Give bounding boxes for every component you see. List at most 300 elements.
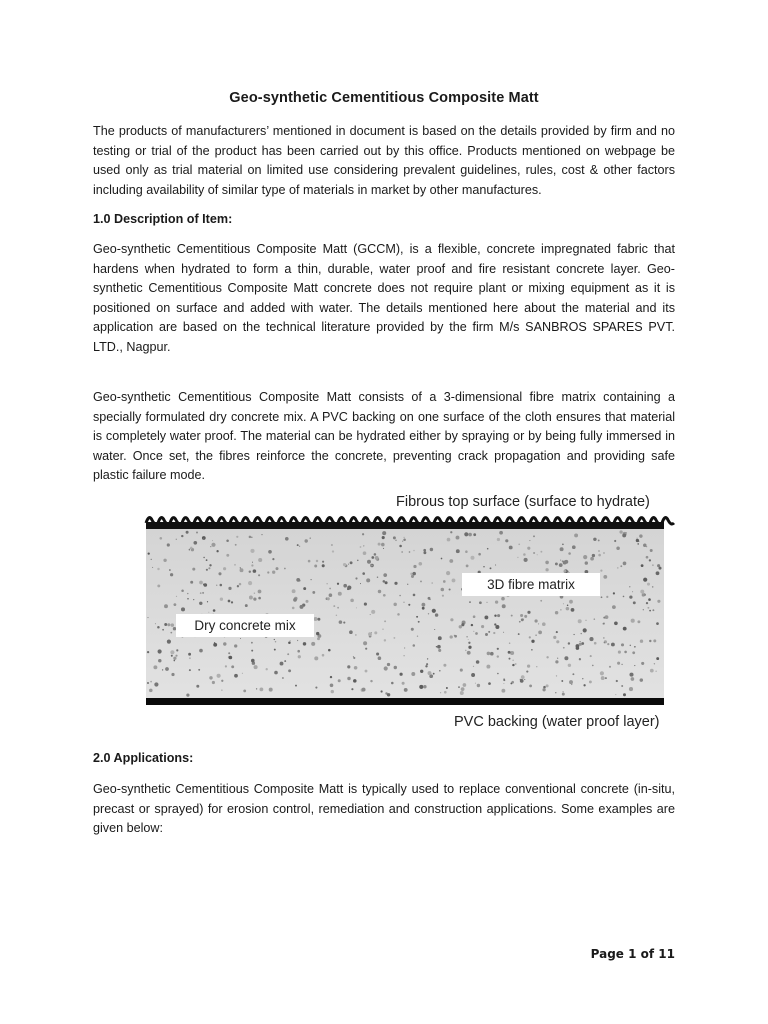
speckle <box>150 681 152 683</box>
speckle <box>371 632 372 633</box>
speckle <box>239 583 242 586</box>
speckle <box>443 580 446 583</box>
speckle <box>337 583 339 585</box>
speckle <box>353 679 357 683</box>
speckle <box>521 675 525 679</box>
speckle <box>403 539 406 542</box>
speckle <box>378 590 381 593</box>
speckle <box>589 637 593 641</box>
speckle <box>569 600 573 604</box>
speckle <box>428 671 432 675</box>
speckle <box>403 655 404 656</box>
speckle <box>485 633 488 636</box>
speckle <box>524 679 525 680</box>
speckle <box>614 621 618 625</box>
speckle <box>621 685 623 687</box>
speckle <box>510 682 512 684</box>
speckle <box>393 603 396 606</box>
speckle <box>603 575 607 579</box>
speckle <box>425 665 427 667</box>
speckle <box>603 552 605 554</box>
speckle <box>545 561 549 565</box>
disclaimer-paragraph: The products of manufacturers’ mentioned in document is based on the details provided by firm and no testing or trial of the product has been carried out by this office. Products mentioned on webpage be used only as trial material on limited use considering prevalent guidelines, rules, cost & other factors including availability of similar type of materials in market by other manufactures. <box>93 124 675 197</box>
speckle <box>249 570 251 572</box>
speckle <box>370 680 372 682</box>
speckle <box>287 653 289 655</box>
speckle <box>258 590 262 594</box>
speckle <box>171 655 173 657</box>
speckle <box>623 627 627 631</box>
speckle <box>646 546 647 547</box>
speckle <box>430 599 431 600</box>
speckle <box>607 643 609 645</box>
speckle <box>540 600 542 602</box>
speckle <box>563 647 565 649</box>
speckle <box>494 614 496 616</box>
fibre-matrix-label: 3D fibre matrix <box>462 573 600 596</box>
speckle <box>418 621 420 623</box>
speckle <box>654 663 655 664</box>
speckle <box>490 652 494 656</box>
speckle <box>652 609 654 611</box>
speckle <box>249 596 253 600</box>
speckle <box>298 655 301 658</box>
speckle <box>419 562 423 566</box>
speckle <box>282 677 284 679</box>
speckle <box>460 669 463 672</box>
speckle <box>497 538 500 541</box>
speckle <box>163 559 166 562</box>
speckle <box>176 539 177 540</box>
speckle <box>343 563 346 566</box>
speckle <box>466 564 469 567</box>
speckle <box>217 674 221 678</box>
speckle <box>393 637 395 639</box>
speckle <box>365 670 368 673</box>
speckle <box>430 548 433 551</box>
speckle <box>397 613 400 616</box>
speckle <box>382 536 385 539</box>
speckle <box>422 607 425 610</box>
speckle <box>236 536 238 538</box>
speckle <box>328 649 331 652</box>
speckle <box>598 539 600 541</box>
speckle <box>225 665 227 667</box>
speckle <box>284 660 286 662</box>
speckle <box>605 615 609 619</box>
speckle <box>598 550 600 552</box>
speckle <box>435 613 438 616</box>
speckle <box>494 623 496 625</box>
speckle <box>267 571 269 573</box>
speckle <box>330 684 334 688</box>
speckle <box>305 600 308 603</box>
speckle <box>463 683 467 687</box>
speckle <box>590 655 592 657</box>
speckle <box>393 536 396 539</box>
speckle <box>295 685 297 687</box>
speckle <box>176 596 177 597</box>
speckle <box>202 592 204 594</box>
speckle <box>563 603 564 604</box>
speckle <box>434 629 435 630</box>
speckle <box>304 539 307 542</box>
speckle <box>235 544 237 546</box>
speckle <box>537 554 538 555</box>
speckle <box>626 532 627 533</box>
speckle <box>303 587 306 590</box>
speckle <box>297 640 298 641</box>
speckle <box>656 657 659 660</box>
speckle <box>594 618 596 620</box>
speckle <box>533 552 535 554</box>
speckle <box>617 567 619 569</box>
speckle <box>475 632 478 635</box>
speckle <box>409 551 411 553</box>
speckle <box>509 642 511 644</box>
speckle <box>611 643 615 647</box>
speckle <box>641 662 644 665</box>
speckle <box>337 607 339 609</box>
speckle <box>477 684 480 687</box>
speckle <box>181 590 184 593</box>
speckle <box>148 552 150 554</box>
speckle <box>293 598 297 602</box>
speckle <box>173 603 176 606</box>
speckle <box>556 675 557 676</box>
speckle <box>465 650 467 652</box>
speckle <box>316 560 318 562</box>
speckle <box>617 662 620 665</box>
speckle <box>555 562 558 565</box>
speckle <box>404 647 405 648</box>
speckle <box>189 669 191 671</box>
speckle <box>228 587 231 590</box>
speckle <box>546 684 549 687</box>
speckle <box>329 593 333 597</box>
speckle <box>657 600 660 603</box>
speckle <box>566 607 570 611</box>
speckle <box>181 607 185 611</box>
speckle <box>437 645 441 649</box>
speckle <box>261 534 262 535</box>
speckle <box>196 685 199 688</box>
speckle <box>486 602 487 603</box>
speckle <box>623 596 625 598</box>
speckle <box>317 637 320 640</box>
speckle <box>253 569 257 573</box>
speckle <box>603 617 605 619</box>
speckle <box>458 686 460 688</box>
speckle <box>378 543 381 546</box>
speckle <box>218 572 221 575</box>
speckle <box>629 687 633 691</box>
speckle <box>322 561 324 563</box>
speckle <box>439 670 441 672</box>
speckle <box>229 656 233 660</box>
dry-concrete-label: Dry concrete mix <box>176 614 314 637</box>
speckle <box>589 680 592 683</box>
speckle <box>274 671 278 675</box>
speckle <box>310 579 311 580</box>
speckle <box>154 682 158 686</box>
speckle <box>510 651 514 655</box>
speckle <box>327 597 330 600</box>
speckle <box>629 595 632 598</box>
speckle <box>208 612 209 613</box>
speckle <box>371 610 375 614</box>
speckle <box>497 614 500 617</box>
speckle <box>375 556 379 560</box>
speckle <box>272 571 275 574</box>
speckle <box>253 597 256 600</box>
speckle <box>572 545 576 549</box>
speckle <box>365 648 367 650</box>
speckle <box>471 673 475 677</box>
speckle <box>234 564 236 566</box>
speckle <box>376 652 379 655</box>
speckle <box>312 591 315 594</box>
speckle <box>349 630 353 634</box>
speckle <box>527 611 530 614</box>
speckle <box>371 556 374 559</box>
speckle <box>175 655 177 657</box>
speckle <box>545 568 548 571</box>
speckle <box>347 586 351 590</box>
speckle <box>450 635 453 638</box>
speckle <box>650 670 652 672</box>
speckle <box>488 631 490 633</box>
speckle <box>495 564 496 565</box>
speckle <box>308 560 311 563</box>
speckle <box>249 536 252 539</box>
speckle <box>464 532 468 536</box>
speckle <box>292 607 295 610</box>
speckle <box>428 613 429 614</box>
speckle <box>147 617 148 618</box>
speckle <box>203 557 204 558</box>
speckle <box>383 548 384 549</box>
speckle <box>623 562 627 566</box>
speckle <box>419 685 423 689</box>
speckle <box>394 666 397 669</box>
speckle <box>490 567 492 569</box>
speckle <box>443 664 446 667</box>
speckle <box>567 604 569 606</box>
speckle <box>289 640 291 642</box>
speckle <box>473 615 476 618</box>
speckle <box>213 643 217 647</box>
speckle <box>466 636 468 638</box>
speckle <box>523 553 526 556</box>
speckle <box>384 639 386 641</box>
speckle <box>520 679 524 683</box>
speckle <box>355 634 356 635</box>
speckle <box>276 567 279 570</box>
speckle <box>410 573 412 575</box>
speckle <box>258 597 261 600</box>
speckle <box>518 543 520 545</box>
speckle <box>190 547 192 549</box>
speckle <box>656 622 659 625</box>
speckle <box>407 584 408 585</box>
speckle <box>152 567 153 568</box>
speckle <box>288 642 291 645</box>
speckle <box>300 605 304 609</box>
speckle <box>426 663 428 665</box>
speckle <box>221 689 222 690</box>
speckle <box>615 694 616 695</box>
speckle <box>459 625 462 628</box>
speckle <box>292 589 296 593</box>
speckle <box>556 640 559 643</box>
speckle <box>199 649 203 653</box>
speckle <box>360 583 361 584</box>
speckle <box>186 694 189 697</box>
speckle <box>423 551 426 554</box>
speckle <box>189 657 191 659</box>
speckle <box>296 578 300 582</box>
speckle <box>363 551 367 555</box>
speckle <box>621 664 622 665</box>
composition-paragraph: Geo-synthetic Cementitious Composite Matt consists of a 3-dimensional fibre matrix containing a specially formulated dry concrete mix. A PVC backing on one surface of the cloth ensures that material is completely water proof. The material can be hydrated either by spraying or by being fully immersed in water. Once set, the fibres reinforce the concrete, preventing crack propagation and providing safe plastic failure mode. <box>93 390 675 483</box>
speckle <box>354 666 358 670</box>
speckle <box>560 609 561 610</box>
speckle <box>269 688 273 692</box>
speckle <box>382 628 383 629</box>
speckle <box>381 543 385 547</box>
speckle <box>268 550 272 554</box>
speckle <box>251 642 253 644</box>
speckle <box>199 602 202 605</box>
pvc-backing-label: PVC backing (water proof layer) <box>454 714 660 730</box>
speckle <box>171 673 174 676</box>
speckle <box>327 583 328 584</box>
speckle <box>497 655 499 657</box>
speckle <box>164 604 168 608</box>
speckle <box>251 650 253 652</box>
speckle <box>438 636 442 640</box>
speckle <box>538 623 539 624</box>
speckle <box>160 537 163 540</box>
speckle <box>186 531 189 534</box>
page-title: Geo-synthetic Cementitious Composite Matt <box>229 90 539 106</box>
speckle <box>384 620 386 622</box>
speckle <box>207 601 208 602</box>
speckle <box>272 558 274 560</box>
speckle <box>652 586 654 588</box>
speckle <box>503 632 504 633</box>
speckle <box>556 631 558 633</box>
speckle <box>347 665 350 668</box>
speckle <box>620 565 622 567</box>
speckle <box>653 639 656 642</box>
speckle <box>527 547 530 550</box>
speckle <box>303 642 306 645</box>
speckle <box>280 662 284 666</box>
speckle <box>538 631 542 635</box>
speckle <box>471 556 475 560</box>
speckle <box>363 641 367 645</box>
speckle <box>412 572 416 576</box>
speckle <box>438 649 441 652</box>
speckle <box>206 569 208 571</box>
speckle <box>637 543 639 545</box>
speckle <box>162 629 164 631</box>
speckle <box>520 614 523 617</box>
speckle <box>542 622 546 626</box>
speckle <box>196 532 198 534</box>
speckle <box>212 681 215 684</box>
speckle <box>562 693 565 696</box>
speckle <box>181 535 183 537</box>
speckle <box>633 601 636 604</box>
speckle <box>580 641 581 642</box>
speckle <box>348 564 349 565</box>
top-surface-label: Fibrous top surface (surface to hydrate) <box>396 494 650 510</box>
speckle <box>502 604 506 608</box>
speckle <box>285 537 289 541</box>
speckle <box>153 665 157 669</box>
speckle <box>444 691 447 694</box>
speckle <box>167 543 170 546</box>
speckle <box>314 565 317 568</box>
speckle <box>512 664 514 666</box>
speckle <box>511 615 513 617</box>
speckle <box>274 639 275 640</box>
speckle <box>228 652 230 654</box>
speckle <box>188 653 191 656</box>
speckle <box>646 556 649 559</box>
speckle <box>643 544 647 548</box>
speckle <box>526 671 528 673</box>
speckle <box>193 541 197 545</box>
speckle <box>632 591 633 592</box>
speckle <box>481 625 484 628</box>
speckle <box>531 649 533 651</box>
speckle <box>423 549 426 552</box>
speckle <box>413 594 416 597</box>
speckle <box>254 592 255 593</box>
speckle <box>402 682 405 685</box>
speckle <box>456 536 460 540</box>
speckle <box>571 608 575 612</box>
speckle <box>231 601 233 603</box>
speckle <box>381 690 383 692</box>
speckle <box>634 665 635 666</box>
speckle <box>395 539 397 541</box>
speckle <box>157 626 160 629</box>
speckle <box>593 538 596 541</box>
speckle <box>210 546 211 547</box>
speckle <box>198 669 200 671</box>
speckle <box>468 639 469 640</box>
speckle <box>629 586 630 587</box>
speckle <box>208 567 210 569</box>
speckle <box>647 583 650 586</box>
speckle <box>170 650 174 654</box>
speckle <box>333 605 335 607</box>
speckle <box>362 533 364 535</box>
speckle <box>513 660 514 661</box>
speckle <box>623 693 626 696</box>
speckle <box>216 585 217 586</box>
speckle <box>592 554 595 557</box>
speckle <box>339 620 343 624</box>
speckle <box>234 644 237 647</box>
speckle <box>157 584 160 587</box>
speckle <box>609 666 611 668</box>
